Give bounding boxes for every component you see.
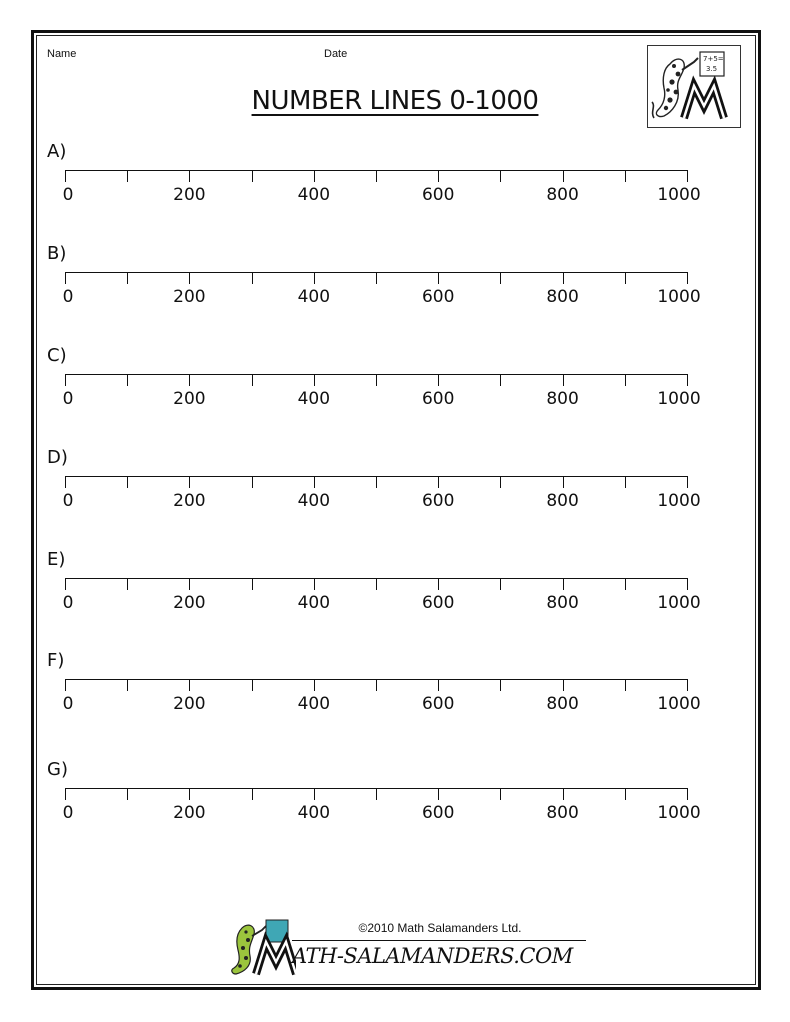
number-line-tick (376, 578, 377, 590)
number-line-tick (189, 170, 190, 182)
number-line-tick (563, 170, 564, 182)
tick-label: 800 (546, 694, 579, 714)
number-line-tick (314, 272, 315, 284)
tick-label: 400 (297, 694, 331, 714)
tick-label: 600 (421, 694, 455, 714)
salamander-logo (647, 45, 741, 128)
number-line-tick (687, 679, 688, 691)
number-line-tick (189, 788, 190, 800)
number-line (65, 578, 687, 590)
number-line-tick (500, 788, 501, 800)
page-title: NUMBER LINES 0-1000 (251, 86, 539, 116)
tick-label: 600 (421, 803, 455, 823)
number-line-tick (252, 170, 253, 182)
number-line-tick (252, 374, 253, 386)
number-line-label: B) (47, 243, 67, 264)
tick-label: 0 (62, 287, 74, 307)
number-line-tick (127, 374, 128, 386)
tick-label: 1000 (657, 803, 701, 823)
tick-label: 1000 (657, 593, 701, 613)
number-line-tick (438, 679, 439, 691)
tick-label: 400 (297, 803, 331, 823)
number-line-tick (687, 788, 688, 800)
tick-label: 200 (173, 694, 206, 714)
number-line-tick (625, 578, 626, 590)
tick-label: 600 (421, 593, 455, 613)
number-line-tick (625, 374, 626, 386)
number-line-tick (65, 374, 66, 386)
number-line-tick (314, 476, 315, 488)
number-line-tick (687, 476, 688, 488)
number-line-tick (438, 170, 439, 182)
number-line-tick (563, 679, 564, 691)
number-line-tick (252, 788, 253, 800)
tick-label: 400 (297, 185, 331, 205)
number-line-tick (687, 578, 688, 590)
tick-label: 200 (173, 491, 206, 511)
name-label: Name (47, 48, 77, 60)
tick-label: 600 (421, 185, 455, 205)
number-line-tick (376, 272, 377, 284)
number-line-label: A) (47, 141, 67, 162)
tick-label: 200 (173, 185, 206, 205)
tick-label: 0 (62, 389, 74, 409)
tick-label: 800 (546, 389, 579, 409)
number-line (65, 476, 687, 488)
tick-label: 200 (173, 803, 206, 823)
tick-label: 600 (421, 287, 455, 307)
number-line-tick (563, 272, 564, 284)
tick-label: 0 (62, 185, 74, 205)
number-line-label: G) (47, 759, 68, 780)
number-line-tick (376, 170, 377, 182)
number-line-tick (65, 476, 66, 488)
footer-logo (226, 918, 296, 976)
tick-label: 400 (297, 491, 331, 511)
footer-copyright: ©2010 Math Salamanders Ltd. (358, 921, 522, 935)
number-line-tick (65, 272, 66, 284)
number-line-tick (438, 374, 439, 386)
number-line-tick (687, 272, 688, 284)
tick-label: 1000 (657, 287, 701, 307)
number-line-tick (314, 679, 315, 691)
salamander-footer-icon (226, 918, 296, 976)
tick-label: 800 (546, 593, 579, 613)
number-line-label: D) (47, 447, 68, 468)
number-line-tick (376, 679, 377, 691)
tick-label: 800 (546, 287, 579, 307)
number-line-tick (65, 788, 66, 800)
number-line-tick (127, 679, 128, 691)
number-line-label: F) (47, 650, 65, 671)
tick-label: 400 (297, 389, 331, 409)
number-line-tick (500, 679, 501, 691)
date-label: Date (324, 48, 348, 60)
number-line-tick (314, 170, 315, 182)
tick-label: 1000 (657, 185, 701, 205)
tick-label: 0 (62, 694, 74, 714)
number-line-tick (438, 272, 439, 284)
tick-label: 1000 (657, 389, 701, 409)
number-line-tick (127, 170, 128, 182)
tick-label: 400 (297, 593, 331, 613)
number-line (65, 679, 687, 691)
number-line (65, 788, 687, 800)
tick-label: 0 (62, 803, 74, 823)
number-line-tick (563, 578, 564, 590)
number-line-tick (127, 272, 128, 284)
tick-label: 1000 (657, 491, 701, 511)
number-line (65, 170, 687, 182)
number-line-label: E) (47, 549, 66, 570)
number-line-tick (438, 476, 439, 488)
footer-rule (292, 940, 586, 941)
tick-label: 600 (421, 389, 455, 409)
number-line-tick (127, 476, 128, 488)
tick-label: 1000 (657, 694, 701, 714)
number-line-tick (252, 272, 253, 284)
tick-label: 800 (546, 185, 579, 205)
number-line-tick (65, 170, 66, 182)
number-line-tick (376, 374, 377, 386)
number-line-tick (438, 578, 439, 590)
number-line-tick (189, 476, 190, 488)
number-line-tick (189, 679, 190, 691)
tick-label: 800 (546, 491, 579, 511)
number-line (65, 272, 687, 284)
number-line-tick (500, 272, 501, 284)
number-line-tick (314, 374, 315, 386)
number-line-tick (127, 578, 128, 590)
number-line-tick (625, 788, 626, 800)
footer-site-name: ATH-SALAMANDERS.COM (292, 944, 573, 968)
number-line-tick (500, 170, 501, 182)
number-line-tick (314, 788, 315, 800)
number-line-tick (687, 170, 688, 182)
tick-label: 0 (62, 593, 74, 613)
tick-label: 800 (546, 803, 579, 823)
number-line-tick (65, 578, 66, 590)
number-line-tick (500, 578, 501, 590)
number-line-tick (563, 374, 564, 386)
number-line-tick (563, 476, 564, 488)
number-line (65, 374, 687, 386)
number-line-tick (500, 476, 501, 488)
number-line-tick (252, 679, 253, 691)
number-line-tick (625, 679, 626, 691)
svg-text:7+5=: 7+5= (703, 55, 724, 63)
tick-label: 200 (173, 287, 206, 307)
number-line-tick (438, 788, 439, 800)
tick-label: 200 (173, 593, 206, 613)
number-line-label: C) (47, 345, 67, 366)
tick-label: 400 (297, 287, 331, 307)
svg-text:3.5: 3.5 (706, 65, 718, 73)
number-line-tick (189, 374, 190, 386)
number-line-tick (252, 476, 253, 488)
number-line-tick (376, 788, 377, 800)
salamander-teacher-icon (648, 46, 740, 127)
tick-label: 600 (421, 491, 455, 511)
number-line-tick (625, 170, 626, 182)
tick-label: 200 (173, 389, 206, 409)
number-line-tick (314, 578, 315, 590)
number-line-tick (189, 272, 190, 284)
number-line-tick (127, 788, 128, 800)
number-line-tick (65, 679, 66, 691)
number-line-tick (625, 272, 626, 284)
number-line-tick (625, 476, 626, 488)
number-line-tick (500, 374, 501, 386)
number-line-tick (376, 476, 377, 488)
number-line-tick (189, 578, 190, 590)
number-line-tick (252, 578, 253, 590)
number-line-tick (563, 788, 564, 800)
number-line-tick (687, 374, 688, 386)
tick-label: 0 (62, 491, 74, 511)
